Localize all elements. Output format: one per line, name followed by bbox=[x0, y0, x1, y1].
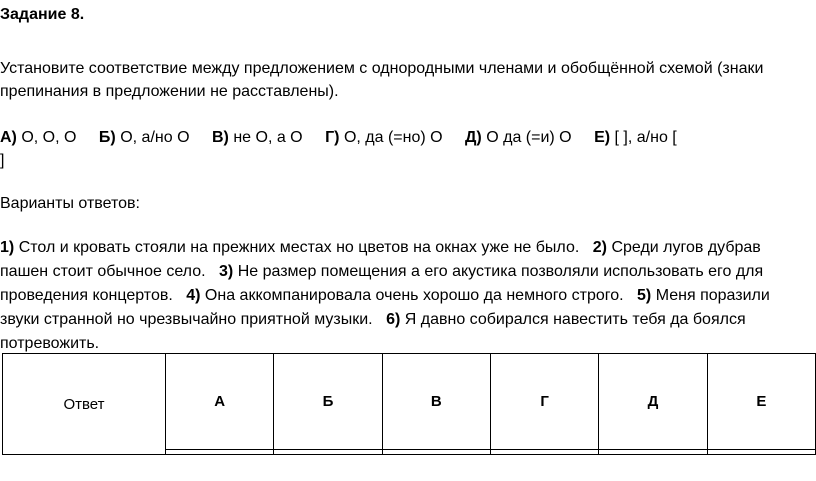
table-header-e: Е bbox=[707, 354, 815, 450]
option-text-6b: потревожить. bbox=[0, 335, 100, 352]
scheme-text-a: О, О, О bbox=[21, 129, 77, 146]
answer-cell-a[interactable] bbox=[166, 449, 274, 454]
option-text-4: Она аккомпанировала очень хорошо да немного строго. bbox=[204, 287, 624, 304]
option-text-3b: проведения концертов. bbox=[0, 287, 173, 304]
scheme-letter-a: А) bbox=[0, 129, 17, 146]
instruction-line-1: Установите соответствие между предложением с однородными членами и обобщённой схемой (знаки bbox=[0, 60, 764, 77]
table-header-row bbox=[3, 354, 816, 450]
option-num-6: 6) bbox=[386, 311, 401, 328]
option-num-1: 1) bbox=[0, 239, 15, 256]
scheme-letter-e: Е) bbox=[594, 129, 611, 146]
option-num-4: 4) bbox=[186, 287, 201, 304]
scheme-letter-d: Д) bbox=[465, 129, 482, 146]
variants-heading: Варианты ответов: bbox=[0, 195, 140, 212]
options-line-1 bbox=[0, 237, 761, 259]
scheme-letter-g: Г) bbox=[325, 129, 340, 146]
option-text-1: Стол и кровать стояли на прежних местах но цветов на окнах уже не было. bbox=[18, 239, 580, 256]
scheme-letter-v: В) bbox=[211, 129, 229, 146]
option-text-5b: звуки странной но чрезвычайно приятной музыки. bbox=[0, 311, 373, 328]
table-header-b: Б bbox=[274, 354, 382, 450]
table-header-v: В bbox=[382, 354, 490, 450]
answer-cell-g[interactable] bbox=[490, 449, 598, 454]
scheme-text-d: О да (=и) О bbox=[486, 129, 572, 146]
answer-cell-d[interactable] bbox=[599, 449, 707, 454]
scheme-text-e: [ ], а/но [ bbox=[614, 129, 677, 146]
scheme-text-b: О, а/но О bbox=[120, 129, 190, 146]
answer-cell-e[interactable] bbox=[707, 449, 815, 454]
option-text-6a: Я давно собирался навестить тебя да боялся bbox=[404, 311, 746, 328]
task-title: Задание 8. bbox=[0, 6, 85, 23]
option-text-3a: Не размер помещения а его акустика позволяли использовать его для bbox=[237, 263, 764, 280]
options-line-2 bbox=[0, 261, 763, 283]
option-text-5a: Меня поразили bbox=[655, 287, 770, 304]
scheme-wrap: ] bbox=[0, 152, 5, 169]
option-text-2b: пашен стоит обычное село. bbox=[0, 263, 206, 280]
scheme-letter-b: Б) bbox=[98, 129, 116, 146]
option-num-2: 2) bbox=[592, 239, 607, 256]
instruction-line-2: препинания в предложении не расставлены). bbox=[0, 83, 339, 100]
answer-table bbox=[2, 353, 816, 455]
table-header-g: Г bbox=[490, 354, 598, 450]
scheme-text-g: О, да (=но) О bbox=[343, 129, 443, 146]
schemes-line bbox=[0, 127, 677, 149]
table-header-d: Д bbox=[599, 354, 707, 450]
options-line-3 bbox=[0, 285, 770, 307]
options-line-4 bbox=[0, 309, 746, 331]
option-num-3: 3) bbox=[219, 263, 234, 280]
table-header-a: А bbox=[166, 354, 274, 450]
answer-row-label: Ответ bbox=[3, 354, 166, 455]
scheme-text-v: не О, а О bbox=[233, 129, 303, 146]
option-text-2a: Среди лугов дубрав bbox=[611, 239, 761, 256]
answer-cell-b[interactable] bbox=[274, 449, 382, 454]
options-line-5 bbox=[0, 333, 99, 355]
option-num-5: 5) bbox=[637, 287, 652, 304]
answer-cell-v[interactable] bbox=[382, 449, 490, 454]
